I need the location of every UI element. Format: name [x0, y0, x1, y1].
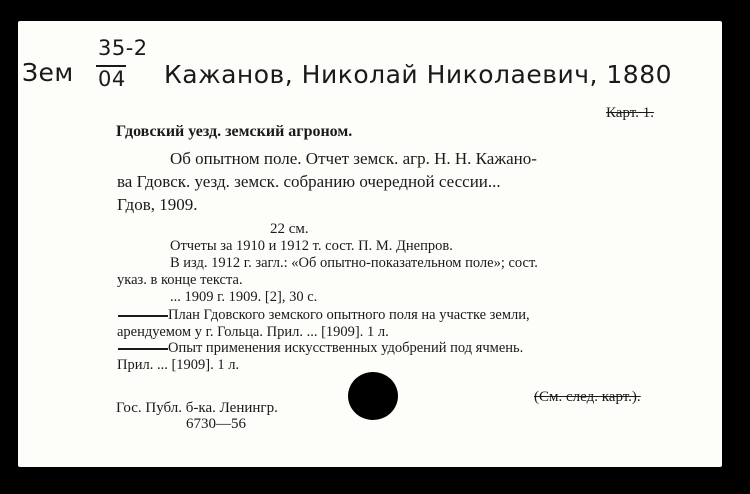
note-line: В изд. 1912 г. загл.: «Об опытно-показательном поле»; сост.	[170, 255, 538, 271]
dash-rule	[118, 348, 168, 350]
size-line: 22 см.	[270, 221, 309, 237]
note-line: Отчеты за 1910 и 1912 т. сост. П. М. Днепров.	[170, 238, 453, 254]
punch-hole	[348, 372, 398, 420]
title-line: Об опытном поле. Отчет земск. агр. Н. Н. Кажано-	[170, 149, 537, 168]
note-line: ... 1909 г. 1909. [2], 30 с.	[170, 289, 318, 305]
library-name: Гос. Публ. б-ка. Ленингр.	[116, 400, 278, 416]
card-label: Карт. 1.	[606, 105, 654, 121]
note-line: указ. в конце текста.	[117, 272, 243, 288]
library-code: 6730—56	[186, 416, 246, 432]
continuation-note: (См. след. карт.).	[534, 389, 641, 405]
institution-heading: Гдовский уезд. земский агроном.	[116, 123, 353, 140]
title-line: Гдов, 1909.	[117, 195, 198, 214]
supplement-line: Прил. ... [1909]. 1 л.	[117, 357, 240, 373]
catalog-card	[18, 21, 722, 467]
dash-rule	[118, 315, 168, 317]
title-line: ва Гдовск. уезд. земск. собранию очередной сессии...	[117, 172, 501, 191]
supplement-line: Опыт применения искусственных удобрений под ячмень.	[168, 340, 524, 356]
call-number-denominator: 04	[98, 67, 126, 91]
supplement-line: арендуемом у г. Гольца. Прил. ... [1909]. 1 л.	[117, 324, 389, 340]
call-number-prefix: Зем	[22, 58, 74, 87]
author-heading: Кажанов, Николай Николаевич, 1880	[164, 60, 673, 89]
supplement-line: План Гдовского земского опытного поля на участке земли,	[168, 307, 530, 323]
call-number-numerator: 35-2	[98, 36, 148, 60]
